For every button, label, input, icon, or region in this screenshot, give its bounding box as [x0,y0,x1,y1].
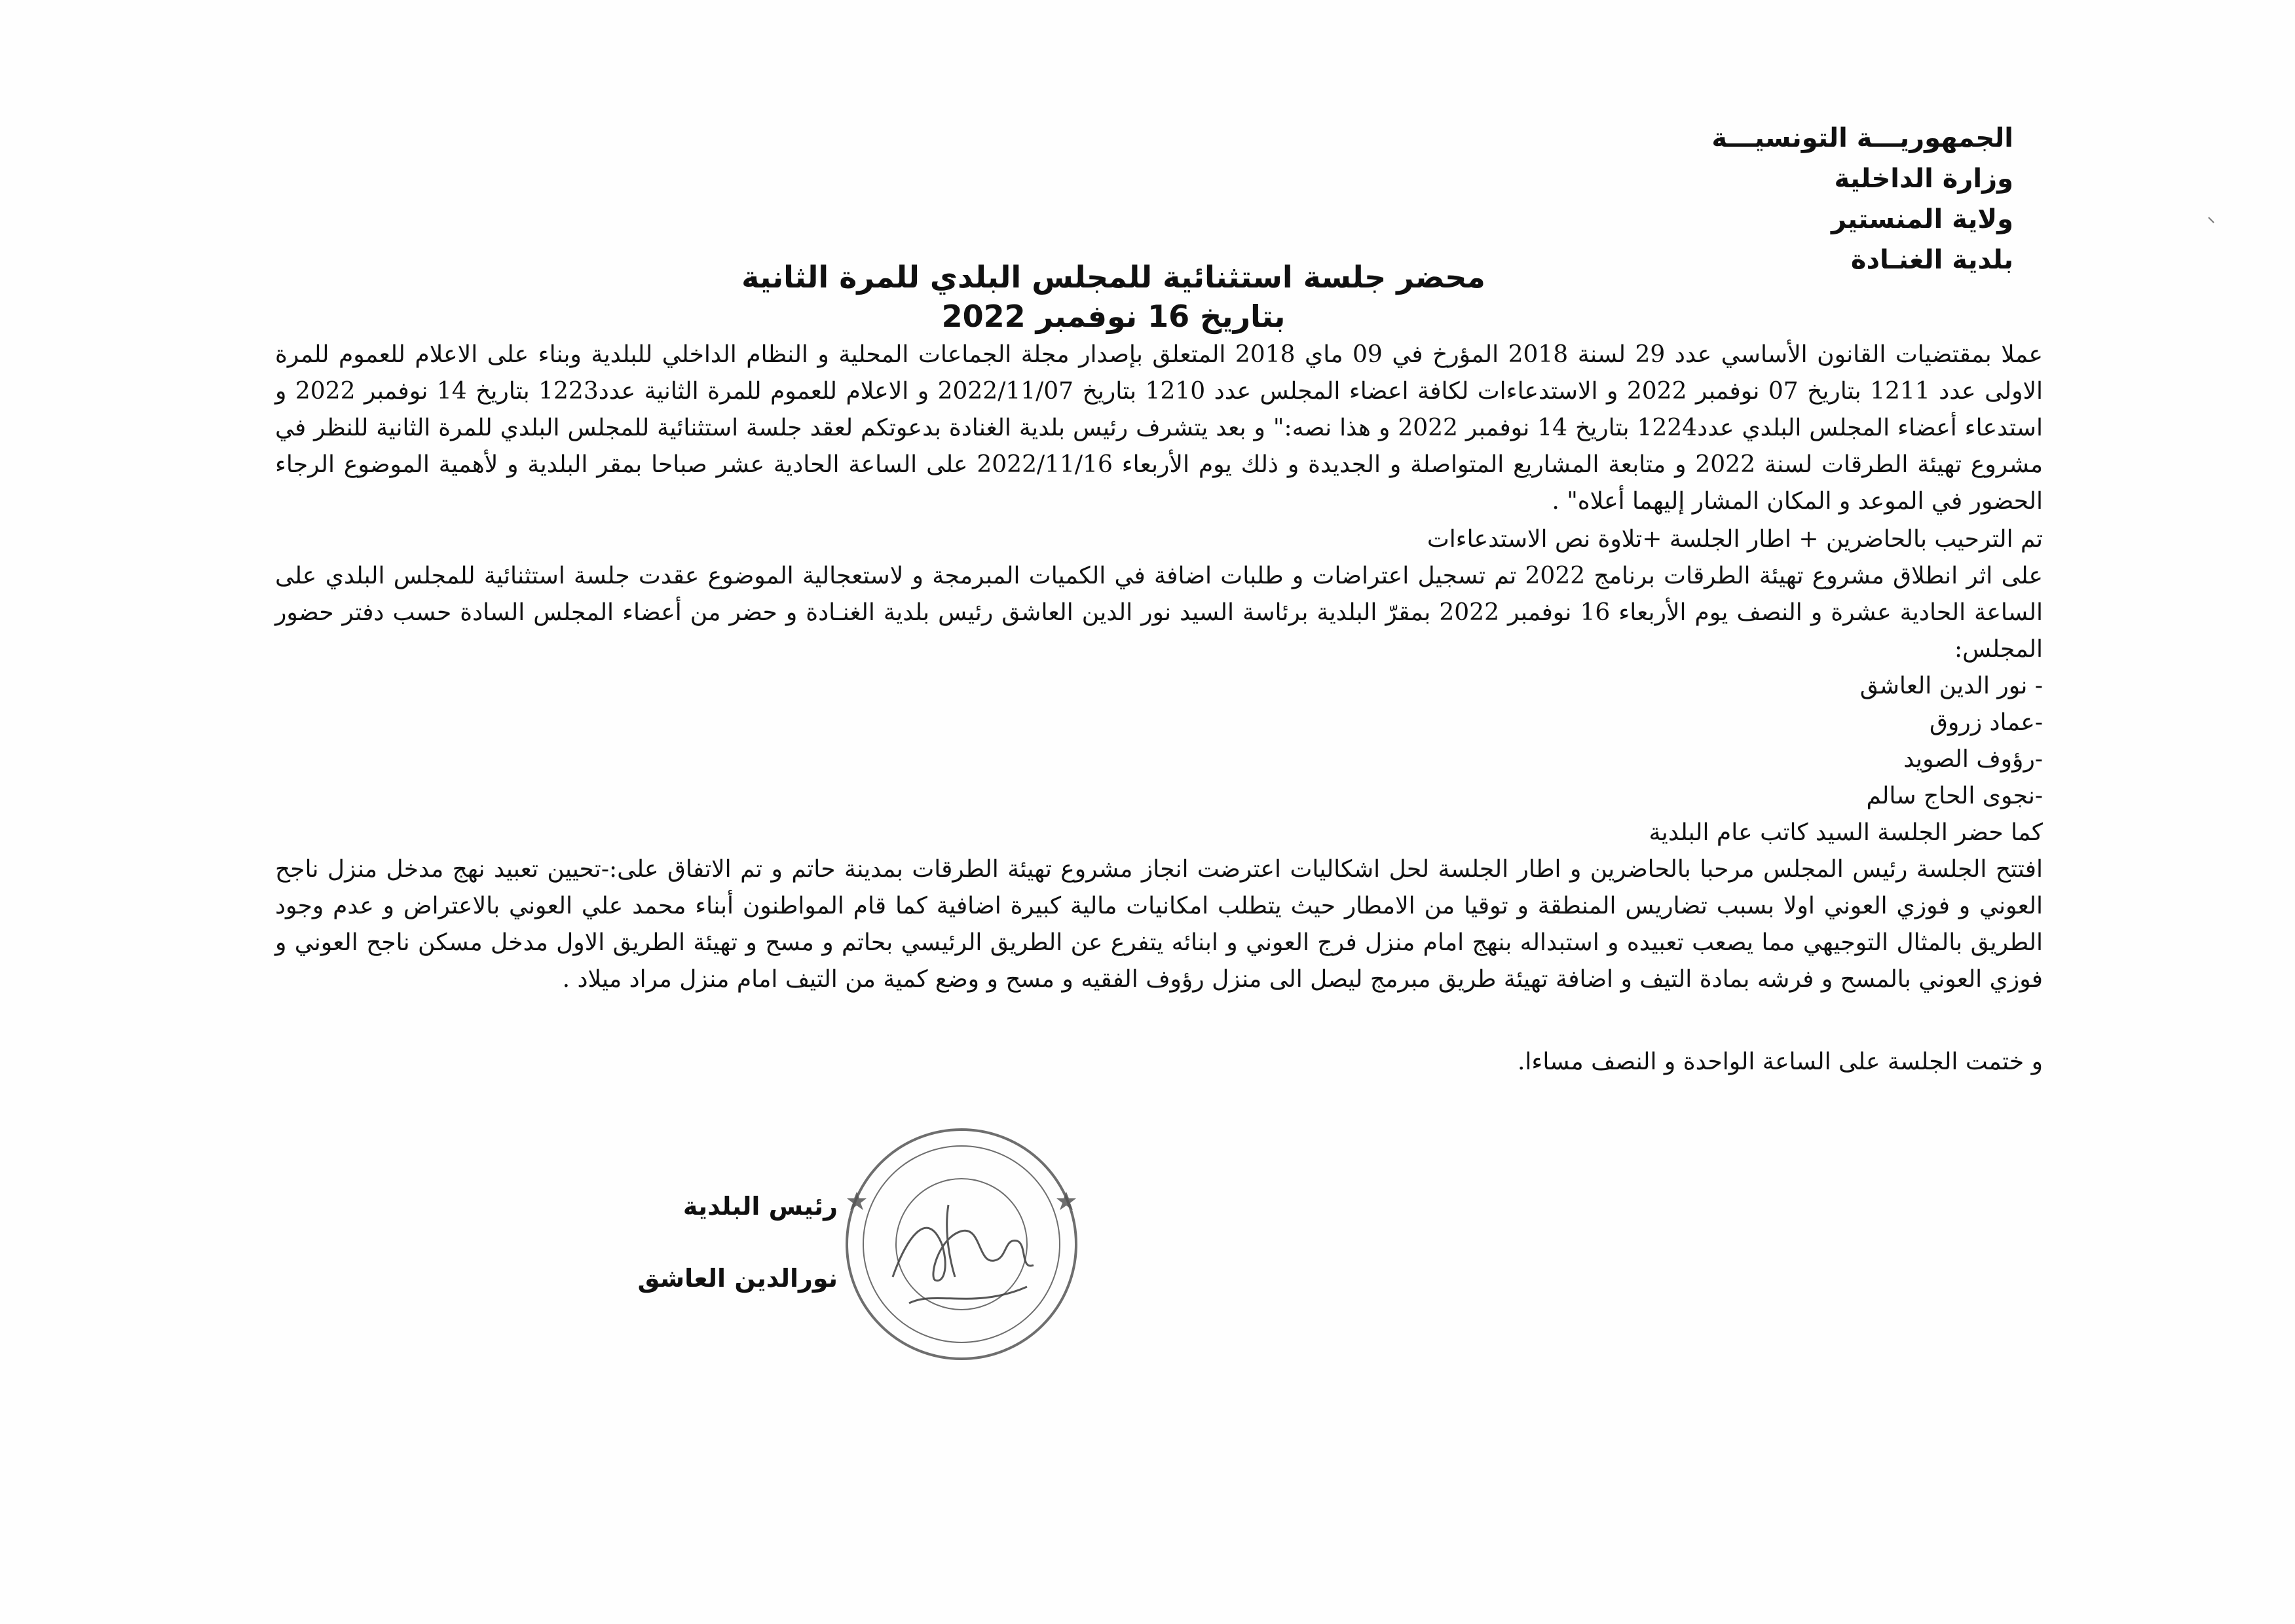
paragraph-legal-basis [275,337,2043,520]
signature-role: رئيس البلدية [682,1192,838,1221]
attendees-list [275,668,2043,815]
attendee-item: - نور الدين العاشق [1859,673,2043,699]
letterhead-ministry: وزارة الداخلية [1834,164,2013,194]
document-date: بتاريخ 16 نوفمبر 2022 [941,299,1286,334]
official-stamp-icon [830,1113,1092,1375]
document-title: محضر جلسة استثنائية للمجلس البلدي للمرة الثانية [741,259,1485,295]
paragraph-closing-text: و ختمت الجلسة على الساعة الواحدة و النصف مساءا. [1517,1048,2043,1075]
paragraph-legal-basis-text: عملا بمقتضيات القانون الأساسي عدد 29 لسنة 2018 المؤرخ في 09 ماي 2018 المتعلق بإصدار مجلة الجماعات المحلية و النظام الداخلي للبلدية وبناء على الاعلام للعموم للمرة الاولى عدد 1211 بتاريخ 07 نوفمبر 2022 و الاستدعاءات لكافة اعضاء المجلس عدد 1210 بتاريخ 2022/11/07 و الاعلام للعموم للمرة الثانية عدد1223 بتاريخ 14 نوفمبر 2022 و استدعاء أعضاء المجلس البلدي عدد1224 بتاريخ 14 نوفمبر 2022 و هذا نصه:" و بعد يتشرف رئيس بلدية الغنادة بدعوتكم لعقد جلسة استثنائية للمجلس البلدي للمرة الثانية للنظر في مشروع تهيئة الطرقات لسنة 2022 و متابعة المشاريع المتواصلة و الجديدة و ذلك يوم الأربعاء 2022/11/16 على الساعة الحادية عشر صباحا بمقر البلدية و لأهمية الموضوع الرجاء الحضور في الموعد و المكان المشار إليهما أعلاه" . [275,341,2043,515]
letterhead-governorate: ولاية المنستير [1831,204,2013,234]
paragraph-welcome-text: تم الترحيب بالحاضرين + اطار الجلسة +تلاوة نص الاستدعاءات [1427,526,2043,553]
paragraph-closing [275,1044,2043,1080]
paragraph-secretary-text: كما حضر الجلسة السيد كاتب عام البلدية [1649,819,2043,846]
letterhead-municipality: بلدية الغنـادة [1850,245,2013,275]
letterhead-country: الجمهوريـــة التونسيـــة [1711,123,2013,153]
attendee-item: -عماد زروق [1930,709,2043,736]
paragraph-context [275,558,2043,668]
scan-mark-icon [2207,216,2215,224]
paragraph-secretary [275,815,2043,851]
paragraph-decisions [275,851,2043,998]
signature-name: نورالدين العاشق [637,1264,838,1293]
attendee-item: -نجوى الحاج سالم [1866,783,2043,809]
letterhead [1424,118,2013,280]
attendee-item: -رؤوف الصويد [1903,746,2043,773]
paragraph-welcome [275,521,2043,558]
paragraph-context-text: على اثر انطلاق مشروع تهيئة الطرقات برنامج 2022 تم تسجيل اعتراضات و طلبات اضافة في الكميات المبرمجة و لاستعجالية الموضوع عقدت جلسة استثنائية للمجلس البلدي على الساعة الحادية عشرة و النصف يوم الأربعاء 16 نوفمبر 2022 بمقرّ البلدية برئاسة السيد نور الدين العاشق رئيس بلدية الغنـادة و حضر من أعضاء المجلس السادة حسب دفتر حضور المجلس: [275,563,2043,663]
paragraph-decisions-text: افتتح الجلسة رئيس المجلس مرحبا بالحاضرين و اطار الجلسة لحل اشكاليات اعترضت انجاز مشروع تهيئة الطرقات بمدينة حاتم و تم الاتفاق على:-تحيين تعبيد نهج مدخل منزل ناجح العوني و فوزي العوني اولا بسبب تضاريس المنطقة و توقيا من الامطار حيث يتطلب امكانيات مالية كبيرة اضافية كما قام المواطنون أبناء محمد علي العوني بالاعتراض و عدم وجود الطريق بالمثال التوجيهي مما يصعب تعبيده و استبداله بنهج امام منزل فرج العوني و ابنائه يتفرع عن الطريق الرئيسي بحاتم و مسح و تهيئة الطريق الاول مدخل مسكن ناجح العوني و فوزي العوني بالمسح و فرشه بمادة التيف و اضافة تهيئة طريق مبرمج ليصل الى منزل رؤوف الفقيه و مسح و وضع كمية من التيف امام منزل مراد ميلاد . [275,856,2043,993]
